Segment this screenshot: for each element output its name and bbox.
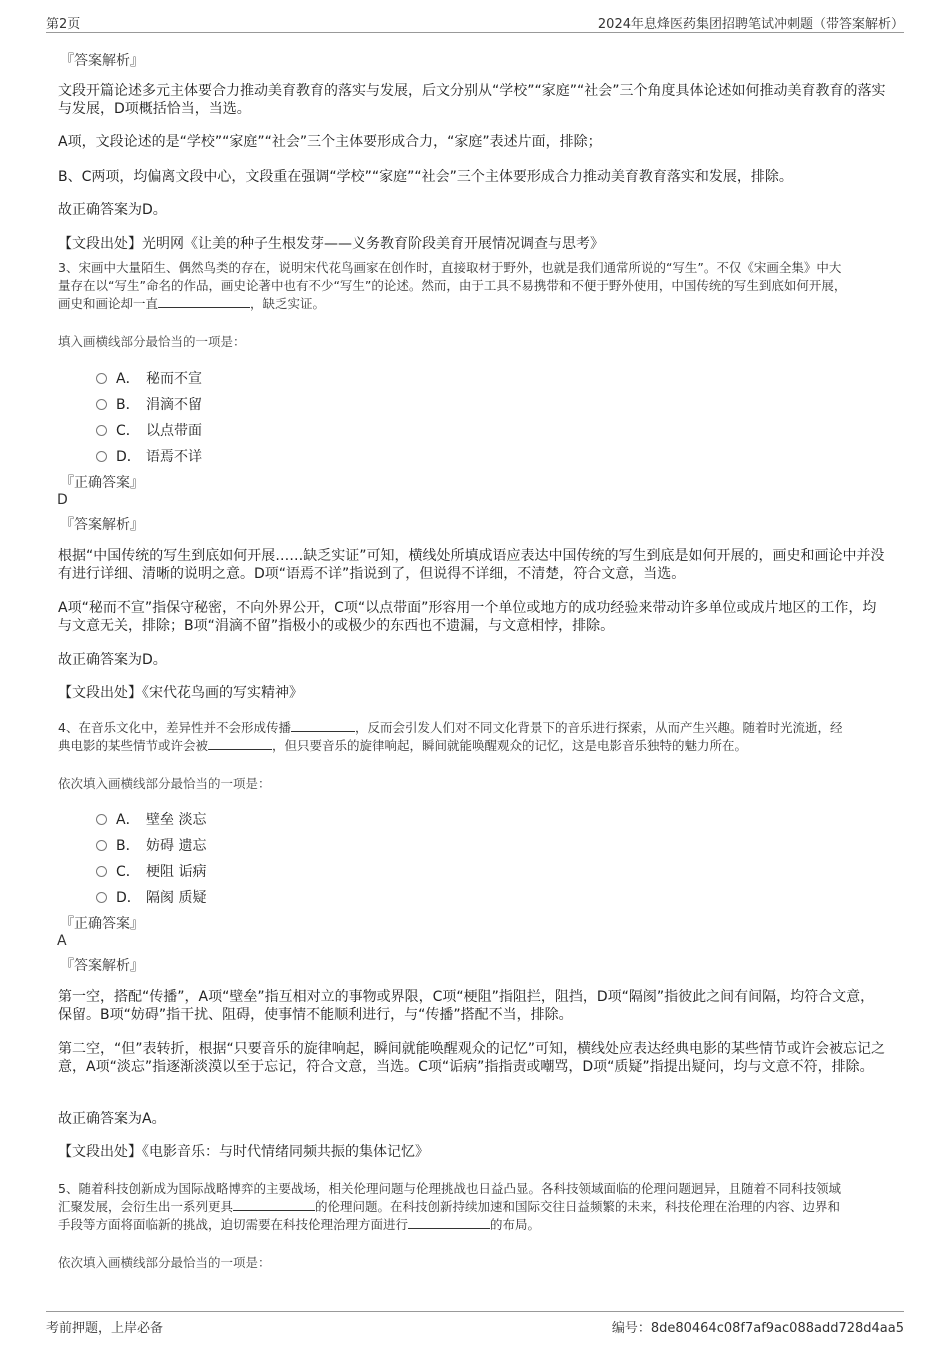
fill-prompt: 依次填入画横线部分最恰当的一项是：	[58, 776, 271, 791]
footer-slogan: 考前押题，上岸必备	[46, 1321, 164, 1336]
question-4-stem	[58, 719, 898, 755]
correct-answer-label: 『正确答案』	[60, 916, 144, 932]
correct-answer-label: 『正确答案』	[60, 475, 144, 491]
analysis-paragraph: A项，文段论述的是“学校”“家庭”“社会”三个主体要形成合力，“家庭”表述片面，排除；	[58, 134, 602, 150]
source-citation: 【文段出处】《宋代花鸟画的写实精神》	[58, 685, 303, 701]
option-b[interactable]: B． 妨碍 遗忘	[96, 835, 206, 855]
option-a[interactable]: A． 秘而不宣	[96, 368, 202, 388]
analysis-paragraph: 根据“中国传统的写生到底如何开展……缺乏实证”可知，横线处所填成语应表达中国传统的写生到底是如何开展的，画史和画论中并没有进行详细、清晰的说明之意。D项“语焉不详”指说到了，但说得不详细，不清楚，符合文意，当选。	[58, 548, 885, 582]
radio-icon[interactable]	[96, 892, 107, 903]
analysis-paragraph: 第二空，“但”表转折，根据“只要音乐的旋律响起，瞬间就能唤醒观众的记忆”可知，横线处应表达经典电影的某些情节或许会被忘记之意，A项“淡忘”指逐渐淡漠以至于忘记，符合文意，当选。C项“诟病”指指责或嘲骂，D项“质疑”指提出疑问，均与文意不符，排除。	[58, 1041, 886, 1075]
answer-conclusion: 故正确答案为D。	[58, 202, 167, 218]
page-footer	[46, 1311, 904, 1338]
page-number: 第2页	[46, 17, 81, 32]
option-c[interactable]: C． 以点带面	[96, 420, 202, 440]
source-citation: 【文段出处】光明网《让美的种子生根发芽——义务教育阶段美育开展情况调查与思考》	[58, 236, 604, 252]
analysis-paragraph: 文段开篇论述多元主体要合力推动美育教育的落实与发展，后文分别从“学校”“家庭”“社会”三个角度具体论述如何推动美育教育的落实与发展，D项概括恰当，当选。	[58, 83, 886, 117]
document-title: 2024年息烽医药集团招聘笔试冲刺题（带答案解析）	[597, 17, 904, 32]
question-3-line: 3、宋画中大量陌生、偶然鸟类的存在，说明宋代花鸟画家在创作时，直接取材于野外，也就是我们通常所说的“写生”。不仅《宋画全集》中大	[58, 260, 842, 275]
question-5-line: 手段等方面将面临新的挑战，迫切需要在科技伦理治理方面进行 的布局。	[58, 1217, 541, 1232]
analysis-paragraph: 第一空，搭配“传播”，A项“壁垒”指互相对立的事物或界限，C项“梗阻”指阻拦，阻挡，D项“隔阂”指彼此之间有间隔，均符合文意，保留。B项“妨碍”指干扰、阻碍，使事情不能顺利进行，与“传播”搭配不当，排除。	[58, 989, 875, 1023]
option-c[interactable]: C． 梗阻 诟病	[96, 861, 206, 881]
answer-blank	[158, 295, 250, 308]
analysis-paragraph: B、C两项，均偏离文段中心，文段重在强调“学校”“家庭”“社会”三个主体要形成合力推动美育教育落实和发展，排除。	[58, 169, 793, 185]
fill-prompt: 依次填入画横线部分最恰当的一项是：	[58, 1255, 271, 1270]
analysis-paragraph: A项“秘而不宣”指保守秘密，不向外界公开，C项“以点带面”形容用一个单位或地方的成功经验来带动许多单位或成片地区的工作，均与文意无关，排除；B项“涓滴不留”指极小的或极少的东西也不遗漏，与文意相悖，排除。	[58, 600, 877, 634]
analysis-label: 『答案解析』	[60, 958, 144, 974]
answer-blank	[291, 719, 355, 732]
answer-blank	[233, 1198, 315, 1211]
option-d[interactable]: D． 语焉不详	[96, 446, 202, 466]
radio-icon[interactable]	[96, 866, 107, 877]
answer-conclusion: 故正确答案为D。	[58, 652, 167, 668]
page-header	[46, 10, 904, 33]
radio-icon[interactable]	[96, 425, 107, 436]
answer-blank	[408, 1216, 490, 1229]
source-citation: 【文段出处】《电影音乐：与时代情绪同频共振的集体记忆》	[58, 1144, 429, 1160]
correct-answer: A	[57, 933, 67, 949]
correct-answer: D	[57, 492, 68, 508]
option-d[interactable]: D． 隔阂 质疑	[96, 887, 206, 907]
document-id: 编号：8de80464c08f7af9ac088add728d4aa5	[611, 1321, 904, 1336]
question-4-line: 典电影的某些情节或许会被 ，但只要音乐的旋律响起，瞬间就能唤醒观众的记忆，这是电影音乐独特的魅力所在。	[58, 738, 748, 753]
radio-icon[interactable]	[96, 451, 107, 462]
question-3-stem	[58, 259, 898, 313]
radio-icon[interactable]	[96, 840, 107, 851]
radio-icon[interactable]	[96, 814, 107, 825]
answer-conclusion: 故正确答案为A。	[58, 1111, 166, 1127]
answer-blank	[208, 737, 272, 750]
analysis-label: 『答案解析』	[60, 53, 144, 69]
question-3-line: 量存在以“写生”命名的作品，画史论著中也有不少“写生”的论述。然而，由于工具不易携带和不便于野外使用，中国传统的写生到底如何开展，	[58, 278, 847, 293]
radio-icon[interactable]	[96, 373, 107, 384]
question-3-line: 画史和画论却一直 ，缺乏实证。	[58, 296, 326, 311]
question-5-stem	[58, 1180, 898, 1234]
analysis-label: 『答案解析』	[60, 517, 144, 533]
radio-icon[interactable]	[96, 399, 107, 410]
option-a[interactable]: A． 壁垒 淡忘	[96, 809, 206, 829]
fill-prompt: 填入画横线部分最恰当的一项是：	[58, 334, 246, 349]
option-b[interactable]: B． 涓滴不留	[96, 394, 202, 414]
question-4-line: 4、在音乐文化中，差异性并不会形成传播 ，反而会引发人们对不同文化背景下的音乐进行探索，从而产生兴趣。随着时光流逝，经	[58, 720, 843, 735]
question-5-line: 汇聚发展，会衍生出一系列更具 的伦理问题。在科技创新持续加速和国际交往日益频繁的未来，科技伦理在治理的内容、边界和	[58, 1199, 841, 1214]
question-5-line: 5、随着科技创新成为国际战略博弈的主要战场，相关伦理问题与伦理挑战也日益凸显。各科技领域面临的伦理问题迥异，且随着不同科技领域	[58, 1181, 841, 1196]
